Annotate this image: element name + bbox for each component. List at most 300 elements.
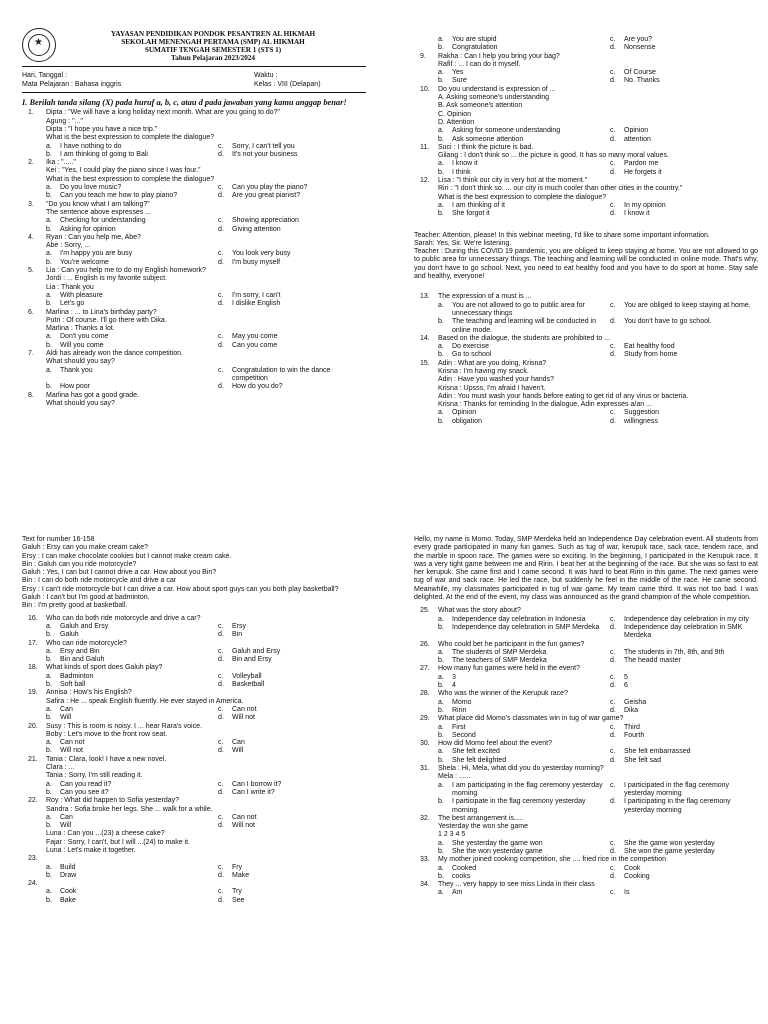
option-text: obligation: [452, 417, 482, 425]
option-letter[interactable]: c.: [218, 366, 224, 374]
question-text: Susy : This is room is noisy. I ... hear Rara's voice.: [46, 722, 202, 730]
option-letter[interactable]: c.: [218, 333, 224, 341]
option-letter[interactable]: a.: [438, 301, 444, 309]
option-text: How poor: [60, 383, 90, 391]
question-text: Yesterday the won she game: [438, 823, 529, 831]
question-text: Dipta : "I hope you have a nice trip.": [46, 126, 158, 133]
question-number: 34.: [420, 881, 430, 889]
school-logo-icon: [22, 28, 56, 62]
option-letter[interactable]: b.: [438, 351, 444, 359]
option-letter[interactable]: d.: [218, 300, 224, 308]
option-letter[interactable]: b.: [46, 896, 52, 904]
option-letter[interactable]: b.: [438, 798, 444, 806]
option-text: Sure: [452, 77, 467, 85]
question-item: [22, 880, 366, 905]
class-label: Kelas : VIII (Delapan): [254, 80, 321, 88]
question-text: Who was the winner of the Kerupuk race?: [438, 690, 568, 698]
option-text: She won the game yesterday: [624, 847, 715, 855]
question-number: 17.: [28, 639, 38, 647]
option-letter[interactable]: c.: [610, 160, 616, 168]
option-letter[interactable]: d.: [610, 210, 616, 218]
option-text: Go to school: [452, 351, 492, 359]
option-text: I am participating in the flag ceremony yesterday morning: [452, 781, 603, 797]
option-letter[interactable]: d.: [610, 731, 616, 739]
option-text: Build: [60, 863, 76, 871]
option-letter[interactable]: d.: [218, 225, 224, 233]
option-letter[interactable]: d.: [218, 150, 224, 158]
option-letter[interactable]: c.: [218, 813, 224, 821]
header-divider: [22, 66, 366, 67]
option-letter[interactable]: c.: [610, 615, 616, 623]
option-letter[interactable]: a.: [438, 615, 444, 623]
option-text: Giving attention: [232, 225, 281, 233]
page-1: [0, 0, 376, 502]
option-letter[interactable]: b.: [438, 135, 444, 143]
option-letter[interactable]: a.: [438, 723, 444, 731]
question-item: [22, 159, 366, 200]
option-text: Cook: [60, 888, 77, 896]
question-item: [22, 830, 366, 855]
option-letter[interactable]: c.: [610, 673, 616, 681]
option-text: Will: [60, 714, 72, 722]
option-letter[interactable]: b.: [46, 656, 52, 664]
day-date-label: Hari, Tanggal :: [22, 72, 68, 79]
question-number: 30.: [420, 740, 430, 748]
question-number: 29.: [420, 715, 430, 723]
question-text: Fajar : Sorry, I can't, but I will ...(24) to make it.: [46, 838, 190, 846]
option-text: I'm sorry, I can't: [232, 291, 281, 299]
option-letter[interactable]: a.: [46, 672, 52, 680]
option-text: Can I write it?: [232, 788, 275, 796]
question-text: The sentence above expresses ...: [46, 208, 152, 216]
option-letter[interactable]: a.: [46, 333, 52, 341]
option-letter[interactable]: b.: [438, 657, 444, 665]
question-item: [414, 765, 758, 815]
answer-options: [46, 250, 366, 267]
option-letter[interactable]: d.: [218, 788, 224, 796]
question-text: The expression of a must is ...: [438, 293, 532, 301]
p2-body: [414, 36, 758, 426]
question-number: 22.: [28, 797, 38, 805]
option-text: Congratulation: [452, 44, 498, 52]
option-letter[interactable]: a.: [438, 160, 444, 168]
question-number: 26.: [420, 640, 430, 648]
option-letter[interactable]: d.: [610, 847, 616, 855]
option-text: Bin: [232, 631, 243, 639]
option-letter[interactable]: c.: [218, 250, 224, 258]
option-letter[interactable]: a.: [46, 250, 52, 258]
option-letter[interactable]: b.: [46, 788, 52, 796]
answer-options: [46, 217, 366, 234]
question-item: [414, 815, 758, 856]
question-number: 19.: [28, 689, 38, 697]
option-letter[interactable]: a.: [438, 127, 444, 135]
option-letter[interactable]: b.: [438, 210, 444, 218]
option-text: Showing appreciation: [232, 217, 299, 225]
answer-options: [46, 333, 366, 350]
option-text: willingness: [624, 417, 658, 425]
option-letter[interactable]: a.: [46, 142, 52, 150]
option-letter[interactable]: c.: [218, 622, 224, 630]
option-letter[interactable]: d.: [610, 417, 616, 425]
page-4: [392, 522, 768, 1024]
option-letter[interactable]: c.: [218, 672, 224, 680]
option-letter[interactable]: a.: [46, 780, 52, 788]
question-list: [22, 615, 366, 905]
option-letter[interactable]: b.: [438, 872, 444, 880]
option-letter[interactable]: c.: [610, 864, 616, 872]
option-letter[interactable]: b.: [46, 300, 52, 308]
option-letter[interactable]: b.: [438, 706, 444, 714]
option-text: Ersy: [232, 622, 246, 630]
option-text: Do you love music?: [60, 184, 122, 192]
option-letter[interactable]: a.: [438, 864, 444, 872]
option-letter[interactable]: a.: [438, 69, 444, 77]
question-item: [414, 177, 758, 218]
option-letter[interactable]: b.: [46, 747, 52, 755]
question-item: [22, 234, 366, 267]
option-text: He forgets it: [624, 168, 662, 176]
option-text: I know it: [452, 160, 478, 168]
answer-options: [46, 673, 366, 690]
question-number: 9.: [420, 52, 426, 60]
question-number: 18.: [28, 664, 38, 672]
option-text: Galuh and Ersy: [60, 622, 109, 630]
option-text: First: [452, 723, 466, 731]
question-item: [414, 53, 758, 86]
option-letter[interactable]: c.: [610, 69, 616, 77]
option-text: It's not your business: [232, 150, 298, 158]
question-number: 32.: [420, 814, 430, 822]
question-text: B. Ask someone's attention: [438, 102, 523, 110]
option-text: 5: [624, 673, 628, 681]
option-letter[interactable]: d.: [218, 681, 224, 689]
option-letter[interactable]: b.: [46, 192, 52, 200]
option-text: Cooked: [452, 864, 477, 872]
option-letter[interactable]: c.: [610, 781, 616, 789]
option-letter[interactable]: a.: [46, 739, 52, 747]
question-list: [414, 293, 758, 426]
option-letter[interactable]: b.: [438, 318, 444, 326]
option-letter[interactable]: d.: [610, 706, 616, 714]
option-letter[interactable]: c.: [218, 780, 224, 788]
question-text: Suci : I think the picture is bad.: [438, 143, 534, 151]
option-letter[interactable]: d.: [610, 44, 616, 52]
option-text: Thank you: [60, 366, 93, 374]
question-item: [414, 715, 758, 740]
option-letter[interactable]: b.: [438, 623, 444, 631]
answer-options: [438, 748, 758, 765]
option-letter[interactable]: a.: [438, 781, 444, 789]
option-text: Cook: [624, 864, 641, 872]
option-letter[interactable]: c.: [218, 184, 224, 192]
option-letter[interactable]: b.: [46, 631, 52, 639]
option-letter[interactable]: c.: [610, 698, 616, 706]
option-letter[interactable]: b.: [438, 44, 444, 52]
question-text: Safira : He ... speak English fluently. He ever stayed in America.: [46, 697, 244, 705]
option-letter[interactable]: d.: [218, 871, 224, 879]
option-letter[interactable]: a.: [46, 291, 52, 299]
option-letter[interactable]: c.: [610, 127, 616, 135]
option-text: Let's go: [60, 300, 85, 308]
option-letter[interactable]: a.: [438, 409, 444, 417]
page-3: [0, 522, 376, 1024]
option-letter[interactable]: c.: [610, 36, 616, 43]
option-text: I participate in the flag ceremony yesterday morning: [452, 798, 586, 814]
option-letter[interactable]: a.: [438, 673, 444, 681]
option-letter[interactable]: b.: [46, 822, 52, 830]
option-letter[interactable]: a.: [438, 648, 444, 656]
option-letter[interactable]: d.: [218, 656, 224, 664]
question-text: Marlina : ... to Lina's birthday party?: [46, 308, 157, 316]
option-text: Momo: [452, 698, 472, 706]
option-letter[interactable]: c.: [218, 142, 224, 150]
answer-options: [438, 782, 758, 815]
option-letter[interactable]: d.: [218, 341, 224, 349]
question-item: [22, 267, 366, 308]
question-text: Riri : "I don't think so. ... our city is much cooler than other cities in the country.": [438, 185, 683, 193]
question-item: [414, 690, 758, 715]
option-text: She felt excited: [452, 748, 500, 756]
option-text: Soft ball: [60, 681, 86, 689]
question-8-options-cont: [414, 36, 758, 53]
option-text: Opinion: [452, 409, 477, 417]
p4-body: [414, 536, 758, 898]
option-text: Bin and Ersy: [232, 656, 272, 664]
answer-options: [46, 623, 366, 640]
answer-options: [438, 127, 758, 144]
option-letter[interactable]: c.: [610, 409, 616, 417]
question-text: Rakha : Can I help you bring your bag?: [438, 52, 560, 60]
question-text: Adin : You must wash your hands before eating to get rid of any virus or bacteria.: [438, 392, 689, 400]
question-text: Aldi has already won the dance competition.: [46, 350, 183, 358]
answer-options: [46, 367, 366, 392]
option-letter[interactable]: b.: [438, 847, 444, 855]
option-letter[interactable]: a.: [46, 366, 52, 374]
option-letter[interactable]: b.: [46, 225, 52, 233]
option-letter[interactable]: a.: [46, 647, 52, 655]
option-text: Will not: [232, 822, 255, 830]
option-letter[interactable]: a.: [46, 184, 52, 192]
question-item: [22, 309, 366, 350]
option-text: I'm busy myself: [232, 258, 281, 266]
option-letter[interactable]: b.: [438, 682, 444, 690]
option-letter[interactable]: d.: [610, 798, 616, 806]
option-letter[interactable]: b.: [438, 77, 444, 85]
option-letter[interactable]: d.: [218, 383, 224, 391]
option-letter[interactable]: b.: [438, 168, 444, 176]
option-letter[interactable]: b.: [46, 871, 52, 879]
option-text: Will you come: [60, 341, 104, 349]
question-text: How did Momo feel about the event?: [438, 740, 553, 748]
option-text: Independence day celebration in SMK Merdeka: [624, 623, 743, 640]
option-letter[interactable]: a.: [46, 888, 52, 896]
option-letter[interactable]: a.: [46, 705, 52, 713]
option-letter[interactable]: d.: [218, 747, 224, 755]
option-letter[interactable]: c.: [610, 748, 616, 756]
option-text: Asking for someone understanding: [452, 127, 561, 135]
option-text: Can not: [232, 813, 257, 821]
option-letter[interactable]: d.: [218, 631, 224, 639]
question-text: Lia : Thank you: [46, 283, 94, 291]
answer-options: [46, 781, 366, 798]
option-letter[interactable]: a.: [438, 889, 444, 897]
option-letter[interactable]: b.: [46, 341, 52, 349]
subject-label: Mata Pelajaran : Bahasa inggris: [22, 80, 122, 88]
option-letter[interactable]: d.: [610, 77, 616, 85]
question-number: 8.: [28, 391, 34, 399]
answer-options: [438, 409, 758, 426]
option-letter[interactable]: c.: [610, 201, 616, 209]
option-letter[interactable]: d.: [610, 351, 616, 359]
option-letter[interactable]: c.: [610, 301, 616, 309]
question-text: What is the best expression to complete the dialogue?: [438, 193, 607, 201]
option-text: The teachers of SMP Merdeka: [452, 657, 547, 665]
question-number: 28.: [420, 690, 430, 698]
option-letter[interactable]: d.: [610, 318, 616, 326]
option-letter[interactable]: d.: [218, 822, 224, 830]
option-letter[interactable]: d.: [218, 714, 224, 722]
question-number: 23.: [28, 855, 38, 863]
exam-meta: [22, 72, 366, 89]
option-text: Opinion: [624, 127, 649, 135]
option-letter[interactable]: b.: [438, 417, 444, 425]
option-letter[interactable]: d.: [610, 756, 616, 764]
option-text: Ririn: [452, 706, 467, 714]
question-item: [414, 360, 758, 426]
option-letter[interactable]: c.: [218, 739, 224, 747]
question-item: [414, 293, 758, 334]
question-item: [22, 723, 366, 756]
answer-options: [438, 674, 758, 691]
option-text: With pleasure: [60, 291, 103, 299]
question-text: Do you understand is expression of ...: [438, 85, 556, 93]
option-text: Sorry, I can't tell you: [232, 142, 295, 150]
option-letter[interactable]: d.: [610, 168, 616, 176]
option-text: No. Thanks: [624, 77, 660, 85]
option-text: She felt embarrassed: [624, 748, 691, 756]
option-letter[interactable]: b.: [46, 714, 52, 722]
option-letter[interactable]: a.: [46, 622, 52, 630]
option-letter[interactable]: d.: [610, 657, 616, 665]
option-letter[interactable]: c.: [218, 863, 224, 871]
question-text: What place did Momo's classmates win in tug of war game?: [438, 715, 624, 723]
option-letter[interactable]: b.: [46, 681, 52, 689]
option-letter[interactable]: c.: [218, 888, 224, 896]
option-text: Draw: [60, 871, 77, 879]
option-letter[interactable]: a.: [46, 863, 52, 871]
answer-options: [438, 889, 758, 897]
option-letter[interactable]: d.: [610, 623, 616, 631]
question-text: What was the story about?: [438, 607, 521, 615]
question-text: Gilang : I don't think so ... the picture is good. It has so many moral values.: [438, 152, 669, 160]
option-letter[interactable]: b.: [46, 258, 52, 266]
question-number: 10.: [420, 85, 430, 93]
option-letter[interactable]: d.: [610, 682, 616, 690]
option-letter[interactable]: c.: [610, 839, 616, 847]
option-letter[interactable]: b.: [438, 756, 444, 764]
option-letter[interactable]: a.: [438, 839, 444, 847]
question-list: [22, 109, 366, 408]
option-letter[interactable]: a.: [438, 748, 444, 756]
option-letter[interactable]: b.: [46, 150, 52, 158]
question-text: A. Asking someone's understanding: [438, 94, 550, 102]
option-letter[interactable]: c.: [610, 343, 616, 351]
option-letter[interactable]: d.: [218, 896, 224, 904]
option-letter[interactable]: c.: [610, 648, 616, 656]
option-letter[interactable]: a.: [46, 217, 52, 225]
option-letter[interactable]: d.: [610, 135, 616, 143]
question-text: Lia : Can you help me to do my English homework?: [46, 267, 206, 275]
question-item: [414, 740, 758, 765]
question-text: Krisna : I'm having my snack.: [438, 367, 529, 375]
question-text: They ... very happy to see miss Linda in their class: [438, 881, 595, 889]
question-item: [22, 392, 366, 409]
option-text: I participating in the flag ceremony yesterday morning: [624, 798, 731, 814]
option-letter[interactable]: a.: [46, 813, 52, 821]
option-letter[interactable]: c.: [218, 705, 224, 713]
option-text: Can: [232, 739, 245, 747]
question-text: 1 2 3 4 5: [438, 831, 466, 839]
option-text: The students in 7th, 8th, and 9th: [624, 648, 725, 656]
option-letter[interactable]: c.: [218, 291, 224, 299]
option-letter[interactable]: c.: [218, 647, 224, 655]
option-text: Fourth: [624, 731, 645, 739]
option-text: Independence day celebration in Indonesia: [452, 615, 586, 623]
option-letter[interactable]: d.: [610, 872, 616, 880]
option-text: Will: [60, 822, 72, 830]
option-text: You don't have to go school.: [624, 318, 712, 326]
option-letter[interactable]: c.: [610, 723, 616, 731]
question-number: 6.: [28, 308, 34, 316]
question-text: Krisna : Thanks for reminding In the dialogue, Adin expresses a/an ...: [438, 401, 652, 409]
option-letter[interactable]: a.: [438, 36, 444, 43]
option-letter[interactable]: b.: [46, 383, 52, 391]
option-text: In my opinion: [624, 201, 666, 209]
answer-options: [438, 616, 758, 641]
option-letter[interactable]: a.: [438, 343, 444, 351]
option-letter[interactable]: d.: [218, 258, 224, 266]
option-letter[interactable]: a.: [438, 698, 444, 706]
option-text: She the game won yesterday: [624, 839, 715, 847]
option-text: Make: [232, 871, 250, 879]
option-letter[interactable]: a.: [438, 201, 444, 209]
question-number: 15.: [420, 359, 430, 367]
question-text: Agung : "...": [46, 117, 83, 125]
option-text: Can not: [60, 739, 85, 747]
answer-options: [438, 343, 758, 360]
option-letter[interactable]: c.: [218, 217, 224, 225]
option-text: Asking for opinion: [60, 225, 116, 233]
option-letter[interactable]: c.: [610, 889, 616, 897]
question-number: 16.: [28, 614, 38, 622]
question-number: 3.: [28, 200, 34, 208]
p1-body: [22, 96, 366, 408]
option-text: May you come: [232, 333, 278, 341]
page-2: [392, 0, 768, 502]
instruction: I. Berilah tanda silang (X) pada huruf a, b, c, atau d pada jawaban yang kamu anggap benar!: [22, 98, 347, 107]
answer-options: [438, 202, 758, 219]
question-item: [414, 665, 758, 690]
option-letter[interactable]: b.: [438, 731, 444, 739]
question-text: Jordi : ... English is my favorite subject.: [46, 275, 167, 283]
option-text: The teaching and learning will be conducted in online mode.: [452, 318, 596, 334]
option-text: Will not: [60, 747, 83, 755]
option-letter[interactable]: d.: [218, 192, 224, 200]
option-text: I know it: [624, 210, 650, 218]
momo-passage: Hello, my name is Momo. Today, SMP Merdeka held an Independence Day celebration event. All students from every grade participated in many fun games. Such as tug of war, kerupuk race, sack race, tendem race, and the marble in spoon race. The games were so exciting. In the beginning, I participated in the Kerupuk race. It was a very tight game between me and Ririn. I beat her at the beginning of the race. But she was so fast to eat her kerupuk. She came first and I came second. It was hard to beat Ririn in this game. The next games were tug of war and sack race. He led the race, but suddenly he feel in the middle of the race. He came second. Meanwhile, my classmates participated in tug of war game. My team came third. It was not too bad. I was delighted. At the end of the event, my class was announced as the grand champion of the whole competition.: [414, 536, 758, 602]
option-text: You look very busy: [232, 250, 291, 258]
